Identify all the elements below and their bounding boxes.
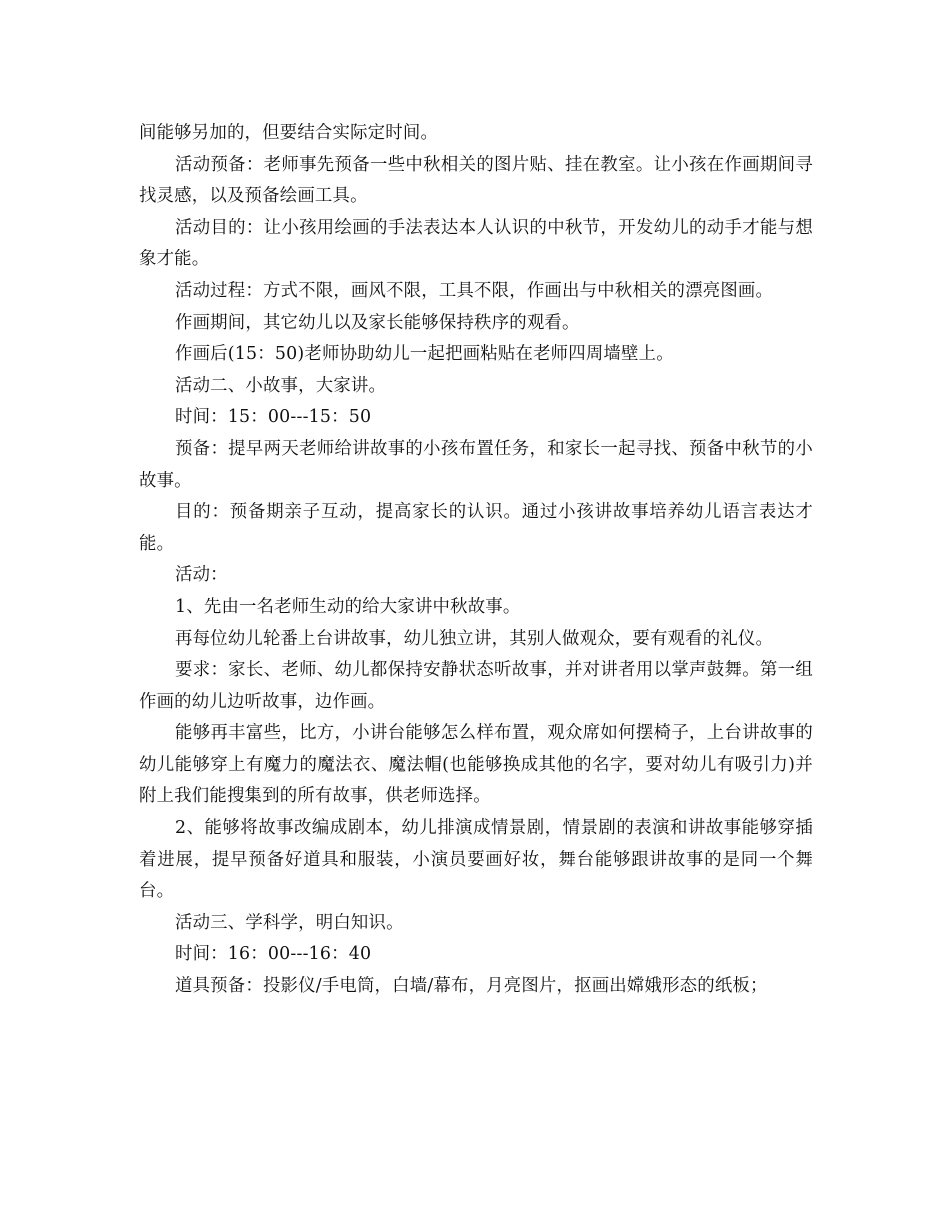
section-heading: 活动三、学科学，明白知识。 [175, 912, 404, 933]
paragraph: 间能够另加的，但要结合实际定时间。 [139, 123, 439, 143]
document-body [139, 118, 813, 1003]
paragraph: 活动目的：让小孩用绘画的手法表达本人认识的中秋节，开发幼儿的动手才能与想象才能。 [139, 217, 813, 270]
paragraph: 预备：提早两天老师给讲故事的小孩布置任务，和家长一起寻找、预备中秋节的小故事。 [139, 438, 813, 491]
paragraph: 时间：15：00---15：50 [175, 407, 372, 428]
paragraph: 2、能够将故事改编成剧本，幼儿排演成情景剧，情景剧的表演和讲故事能够穿插着进展，提早预备好道具和服装，小演员要画好妆，舞台能够跟讲故事的是同一个舞台。 [139, 818, 813, 902]
paragraph: 作画后(15：50)老师协助幼儿一起把画粘贴在老师四周墙壁上。 [175, 344, 674, 365]
paragraph: 再每位幼儿轮番上台讲故事，幼儿独立讲，其别人做观众，要有观看的礼仪。 [175, 628, 774, 649]
paragraph: 时间：16：00---16：40 [175, 944, 372, 965]
paragraph: 要求：家长、老师、幼儿都保持安静状态听故事，并对讲者用以掌声鼓舞。第一组作画的幼儿边听故事，边作画。 [139, 660, 813, 712]
paragraph: 活动预备：老师事先预备一些中秋相关的图片贴、挂在教室。让小孩在作画期间寻找灵感，以及预备绘画工具。 [139, 154, 813, 207]
paragraph: 道具预备：投影仪/手电筒，白墙/幕布，月亮图片，抠画出嫦娥形态的纸板； [175, 976, 768, 997]
paragraph: 能够再丰富些，比方，小讲台能够怎么样布置，观众席如何摆椅子，上台讲故事的幼儿能够穿上有魔力的魔法衣、魔法帽(也能够换成其他的名字，要对幼儿有吸引力)并附上我们能搜集到的所有故事，供老师选择。 [139, 723, 813, 807]
paragraph: 作画期间，其它幼儿以及家长能够保持秩序的观看。 [175, 312, 580, 333]
paragraph: 1、先由一名老师生动的给大家讲中秋故事。 [175, 596, 521, 617]
section-heading: 活动二、小故事，大家讲。 [175, 375, 387, 396]
paragraph: 活动： [175, 565, 228, 586]
paragraph: 活动过程：方式不限，画风不限，工具不限，作画出与中秋相关的漂亮图画。 [175, 280, 774, 301]
paragraph: 目的：预备期亲子互动，提高家长的认识。通过小孩讲故事培养幼儿语言表达才能。 [139, 502, 813, 554]
